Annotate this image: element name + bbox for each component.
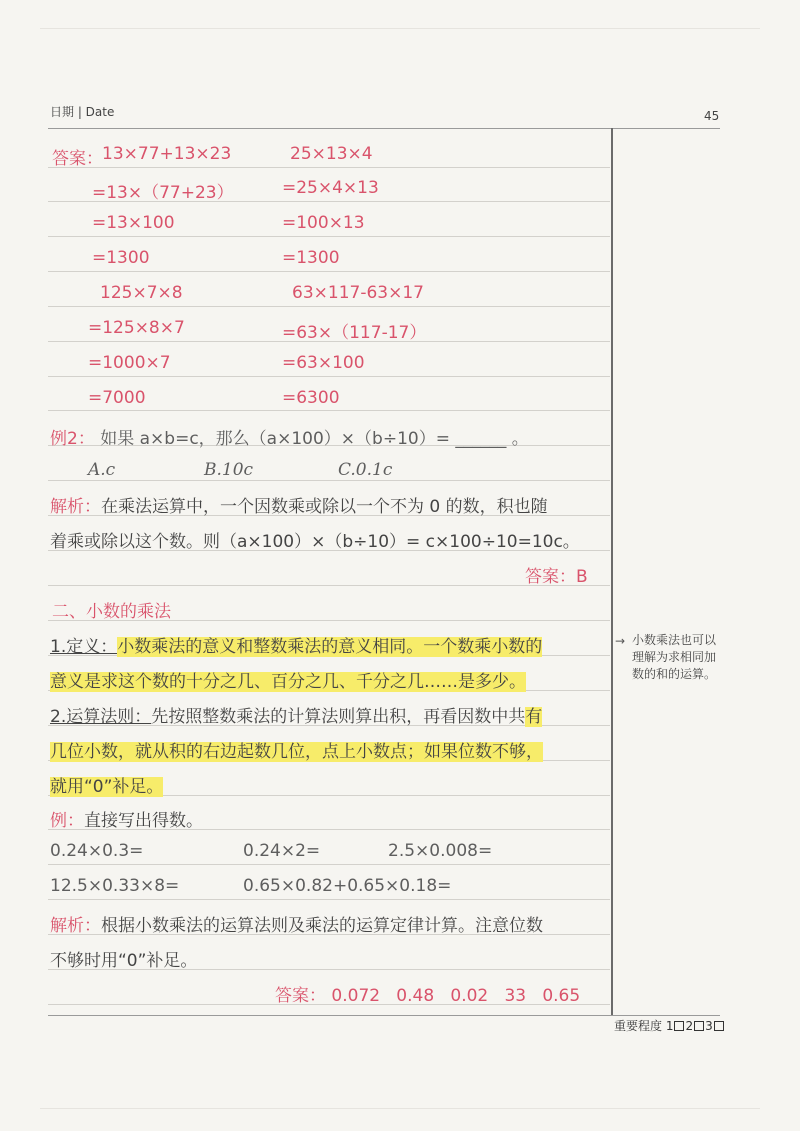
rule-text-1b: 有	[525, 707, 543, 727]
section2-analysis-line2: 不够时用“0”补足。	[50, 951, 198, 971]
ruled-line	[48, 167, 610, 168]
example2-analysis-line2: 着乘或除以这个数。则（a×100）×（b÷10）= c×100÷10=10c。	[50, 532, 580, 552]
answer-2: 0.48	[396, 986, 435, 1006]
rule-text-2: 几位小数，就从积的右边起数几位，点上小数点；如果位数不够，	[50, 742, 543, 762]
calc-left-6: =125×8×7	[88, 318, 185, 338]
example2-label: 例2：	[50, 429, 95, 449]
section2-analysis-label: 解析：	[50, 916, 101, 936]
level-3-checkbox[interactable]	[714, 1021, 724, 1031]
level-3: 3	[705, 1019, 713, 1033]
example2-question-text: 如果 a×b=c，那么（a×100）×（b÷10）=	[100, 429, 450, 449]
rule-text-1a: 先按照整数乘法的计算法则算出积，再看因数中共	[151, 707, 526, 727]
level-2: 2	[685, 1019, 694, 1033]
calc-right-4: =1300	[282, 248, 340, 268]
answer-blank: ______	[455, 429, 507, 449]
calc-right-6: =63×（117-17）	[282, 323, 427, 343]
ruled-line	[48, 236, 610, 237]
ruled-line	[48, 410, 610, 411]
option-b: B.10c	[204, 460, 254, 480]
calc-right-1: 25×13×4	[290, 144, 373, 164]
answer-5: 0.65	[542, 986, 581, 1006]
exercise-4: 12.5×0.33×8=	[50, 876, 180, 896]
calc-right-8: =6300	[282, 388, 340, 408]
analysis-text-1: 在乘法运算中，一个因数乘或除以一个不为 0 的数，积也随	[101, 497, 548, 517]
level-1-checkbox[interactable]	[674, 1021, 684, 1031]
rule-line2	[50, 737, 543, 762]
definition-text-1: 小数乘法的意义和整数乘法的意义相同。一个数乘小数的	[117, 637, 543, 657]
calc-left-1: 13×77+13×23	[102, 144, 232, 164]
side-note-arrow-icon: →	[615, 634, 626, 648]
example-text: 直接写出得数。	[84, 811, 203, 831]
exercise-1: 0.24×0.3=	[50, 841, 144, 861]
section2-answer-label: 答案：	[275, 986, 326, 1006]
level-2-checkbox[interactable]	[694, 1021, 704, 1031]
ruled-line	[48, 480, 610, 481]
exercise-5: 0.65×0.82+0.65×0.18=	[243, 876, 452, 896]
option-a: A.c	[88, 460, 116, 480]
calc-right-3: =100×13	[282, 213, 365, 233]
definition-text-2: 意义是求这个数的十分之几、百分之几、千分之几……是多少。	[50, 672, 526, 692]
analysis-label: 解析：	[50, 497, 101, 517]
ruled-line	[48, 376, 610, 377]
exercise-3: 2.5×0.008=	[388, 841, 493, 861]
definition-line2	[50, 667, 526, 692]
rule-line1	[50, 702, 542, 727]
calc-left-7: =1000×7	[88, 353, 171, 373]
bottom-edge-line	[40, 1108, 760, 1109]
margin-divider	[611, 128, 613, 1015]
ruled-line	[48, 271, 610, 272]
definition-line1	[50, 632, 542, 657]
ruled-line	[48, 306, 610, 307]
importance-rating	[614, 1017, 725, 1034]
calc-right-7: =63×100	[282, 353, 365, 373]
ruled-line	[48, 899, 610, 900]
answer-1: 0.072	[331, 986, 381, 1006]
example2-question	[50, 424, 529, 449]
question-period: 。	[511, 429, 529, 449]
option-c: C.0.1c	[338, 460, 393, 480]
answer-3: 0.02	[450, 986, 489, 1006]
section2-answers	[275, 981, 580, 1006]
footer-rule	[48, 1015, 720, 1016]
section2-analysis-text-1: 根据小数乘法的运算法则及乘法的运算定律计算。注意位数	[101, 916, 543, 936]
section2-analysis-line1	[50, 911, 543, 936]
rule-line3	[50, 772, 163, 797]
page-number: 45	[704, 109, 720, 123]
calc-right-2: =25×4×13	[282, 178, 379, 198]
example2-analysis-line1	[50, 492, 548, 517]
side-note: 小数乘法也可以理解为求相同加数的和的运算。	[632, 633, 717, 681]
calc-left-4: =1300	[92, 248, 150, 268]
answer-label: 答案：	[52, 149, 103, 169]
example-label: 例：	[50, 811, 84, 831]
exercise-2: 0.24×2=	[243, 841, 321, 861]
header-rule	[48, 128, 720, 129]
date-label: 日期 | Date	[50, 105, 115, 119]
ruled-line	[48, 864, 610, 865]
top-edge-line	[40, 28, 760, 29]
importance-label: 重要程度	[614, 1019, 663, 1033]
calc-right-5: 63×117-63×17	[292, 283, 424, 303]
calc-left-5: 125×7×8	[100, 283, 183, 303]
answer-4: 33	[504, 986, 527, 1006]
section-title: 二、小数的乘法	[52, 602, 171, 622]
definition-label: 1.定义：	[50, 637, 118, 657]
calc-left-2: =13×（77+23）	[92, 183, 234, 203]
example2-answer: 答案：B	[525, 567, 588, 587]
rule-text-3: 就用“0”补足。	[50, 777, 164, 797]
calc-left-8: =7000	[88, 388, 146, 408]
level-1: 1	[665, 1019, 674, 1033]
calc-left-3: =13×100	[92, 213, 175, 233]
example-line	[50, 806, 203, 831]
rule-label: 2.运算法则：	[50, 707, 152, 727]
